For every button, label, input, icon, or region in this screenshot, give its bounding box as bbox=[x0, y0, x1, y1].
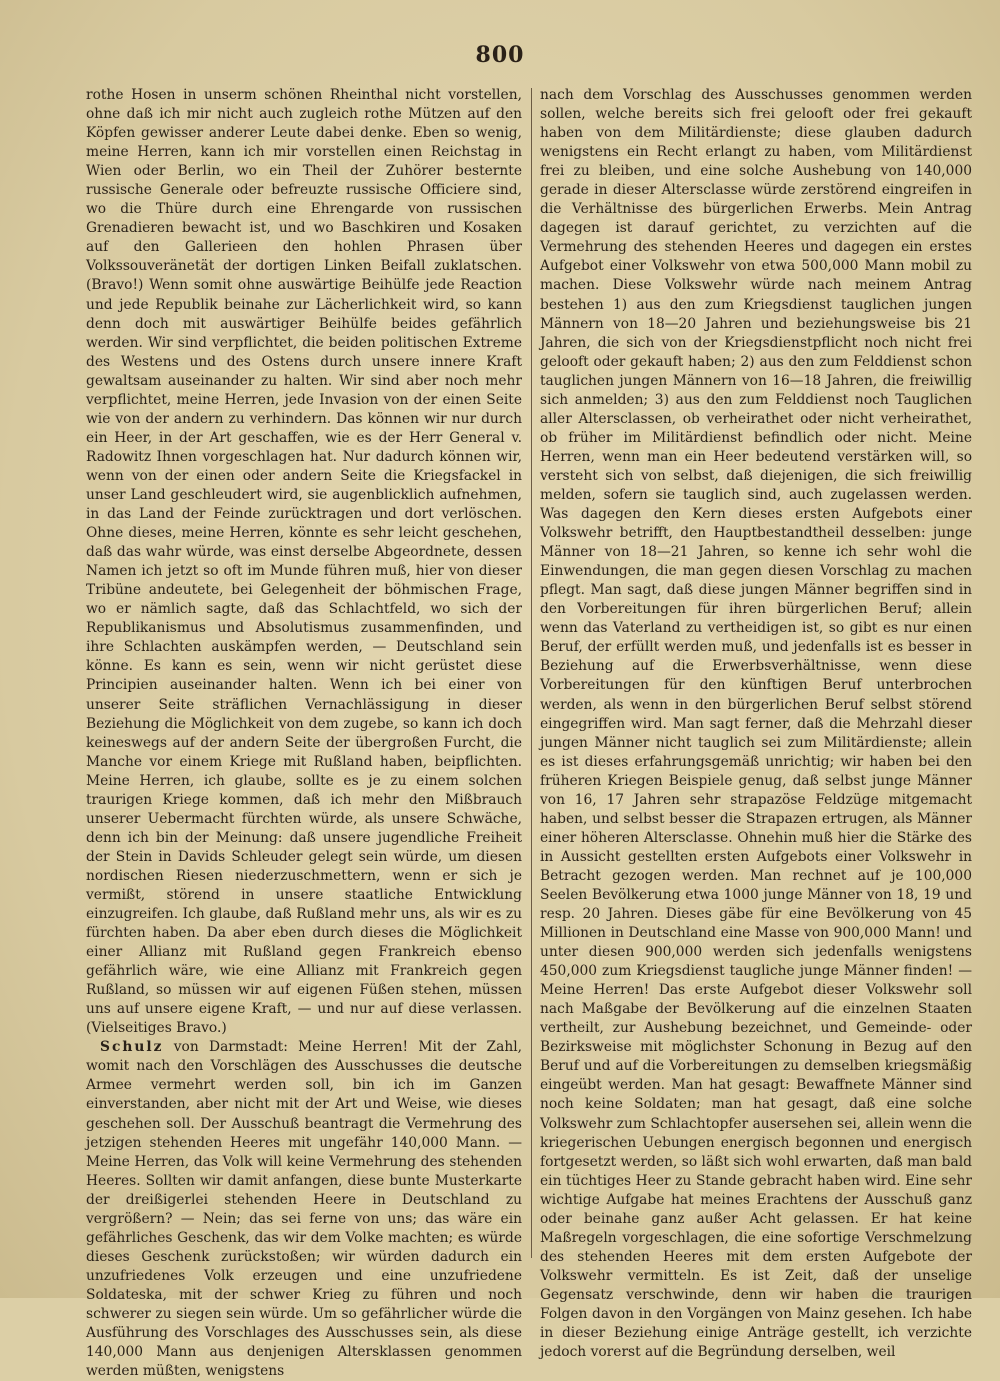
left-paragraph-1: rothe Hosen in unserm schönen Rheinthal nicht vorstellen, ohne daß ich mir nicht auch zugleich rothe Mützen auf den Köpfen gewisser anderer Leute dabei denke. Eben so wenig, meine Herren, kann ich mir vorstellen einen Reichstag in Wien oder Berlin, wo ein Theil der Zuhörer besternte russische Generale oder befreuzte russische Officiere sind, wo die Thüre durch eine Ehrengarde von russischen Grenadieren bewacht ist, und wo Baschkiren und Kosaken auf den Gallerieen den hohlen Phrasen über Volkssouveränetät der dortigen Linken Beifall zuklatschen. (Bravo!) Wenn somit ohne auswärtige Beihülfe jede Reaction und jede Republik beinahe zur Lächerlichkeit wird, so kann denn doch mit auswärtiger Beihülfe beides gefährlich werden. Wir sind verpflichtet, die beiden politischen Extreme des Westens und des Ostens durch unsere innere Kraft gewaltsam auseinander zu halten. Wir sind aber noch mehr verpflichtet, meine Herren, jede Invasion von der einen Seite wie von der andern zu verhindern. Das können wir nur durch ein Heer, in der Art geschaffen, wie es der Herr General v. Radowitz Ihnen vorgeschlagen hat. Nur dadurch können wir, wenn von der einen oder andern Seite die Kriegsfackel in unser Land geschleudert wird, sie augenblicklich aufnehmen, in das Land der Feinde zurücktragen und dort verlöschen. Ohne dieses, meine Herren, könnte es sehr leicht geschehen, daß das wahr würde, was einst derselbe Abgeordnete, dessen Namen ich jetzt so oft im Munde führen muß, hier von dieser Tribüne andeutete, bei Gelegenheit der böhmischen Frage, wo er nämlich sagte, daß das Schlachtfeld, wo sich der Republikanismus und Absolutismus zusammenfinden, und ihre Schlachten auskämpfen werden, — Deutschland sein könne. Es kann es sein, wenn wir nicht gerüstet diese Principien auseinander halten. Wenn ich bei einer von unserer Seite sträflichen Vernachlässigung in dieser Beziehung die Möglichkeit von dem zugebe, so kann ich doch keineswegs auf der andern Seite der übergroßen Furcht, die Manche vor einem Kriege mit Rußland haben, beipflichten. Meine Herren, ich glaube, sollte es je zu einem solchen traurigen Kriege kommen, daß ich mehr den Mißbrauch unserer Uebermacht fürchten würde, als unsere Schwäche, denn ich bin der Meinung: daß unsere jugendliche Freiheit der Stein in Davids Schleuder gelegt sein würde, um diesen nordischen Riesen niederzuschmettern, wenn er sich je vermißt, störend in unsere staatliche Entwicklung einzugreifen. Ich glaube, daß Rußland mehr uns, als wir es zu fürchten haben. Da aber eben durch dieses die Möglichkeit einer Allianz mit Rußland gegen Frankreich ebenso gefährlich wäre, wie eine Allianz mit Frankreich gegen Rußland, so müssen wir auf eigenen Füßen stehen, müssen uns auf unsere eigene Kraft, — und nur auf diese verlassen. (Vielseitiges Bravo.) bbox=[86, 87, 522, 1037]
right-paragraph: nach dem Vorschlag des Ausschusses genommen werden sollen, welche bereits sich frei gelooft oder frei gekauft haben von dem Militärdienste; diese glauben dadurch wenigstens ein Recht erlangt zu haben, vom Militärdienst frei zu bleiben, und eine solche Aushebung von 140,000 gerade in dieser Altersclasse würde zerstörend eingreifen in die Verhältnisse des bürgerlichen Erwerbs. Mein Antrag dagegen ist darauf gerichtet, zu verzichten auf die Vermehrung des stehenden Heeres und dagegen ein erstes Aufgebot einer Volkswehr von etwa 500,000 Mann mobil zu machen. Diese Volkswehr würde nach meinem Antrag bestehen 1) aus den zum Kriegsdienst tauglichen jungen Männern von 18—20 Jahren und beziehungsweise bis 21 Jahren, die sich von der Kriegsdienstpflicht noch nicht frei gelooft oder gekauft haben; 2) aus den zum Felddienst schon tauglichen jungen Männern von 16—18 Jahren, die freiwillig sich anmelden; 3) aus den zum Felddienst noch Tauglichen aller Altersclassen, ob verheirathet oder nicht verheirathet, ob früher im Militärdienst befindlich oder nicht. Meine Herren, wenn man ein Heer bedeutend verstärken will, so versteht sich von selbst, daß diejenigen, die sich freiwillig melden, sofern sie tauglich sind, auch zugelassen werden. Was dagegen den Kern dieses ersten Aufgebots einer Volkswehr betrifft, den Hauptbestandtheil desselben: junge Männer von 18—21 Jahren, so kenne ich sehr wohl die Einwendungen, die man gegen diesen Vorschlag zu machen pflegt. Man sagt, daß diese jungen Männer begriffen sind in den Vorbereitungen für ihren bürgerlichen Beruf; allein wenn das Vaterland zu vertheidigen ist, so gibt es nur einen Beruf, der erfüllt werden muß, und jedenfalls ist es besser in Beziehung auf die Erwerbsverhältnisse, wenn diese Vorbereitungen für den künftigen Beruf unterbrochen werden, als wenn in den bürgerlichen Beruf selbst störend eingegriffen wird. Man sagt ferner, daß die Mehrzahl dieser jungen Männer nicht tauglich sei zum Militärdienste; allein es ist dieses erfahrungsgemäß unrichtig; wir haben bei den früheren Kriegen Beispiele genug, daß selbst junge Männer von 16, 17 Jahren sehr strapazöse Feldzüge mitgemacht haben, und selbst besser die Strapazen ertrugen, als Männer einer höheren Altersclasse. Ohnehin muß hier die Stärke des in Aussicht gestellten ersten Aufgebots einer Volkswehr in Betracht gezogen werden. Man rechnet auf je 100,000 Seelen Bevölkerung etwa 1000 junge Männer von 18, 19 und resp. 20 Jahren. Dieses gäbe für eine Bevölkerung von 45 Millionen in Deutschland eine Masse von 900,000 Mann! und unter diesen 900,000 werden sich jedenfalls wenigstens 450,000 zum Kriegsdienst taugliche junge Männer finden! — Meine Herren! Das erste Aufgebot dieser Volkswehr soll nach Maßgabe der Bevölkerung auf die einzelnen Staaten vertheilt, zur Aushebung bezeichnet, und Gemeinde- oder Bezirksweise mit möglichster Schonung in Bezug auf den Beruf und auf die Vorbereitungen zu demselben kriegsmäßig eingeübt werden. Man hat gesagt: Bewaffnete Männer sind noch keine Soldaten; man hat gesagt, daß eine solche Volkswehr zum Schlachtopfer ausersehen sei, allein wenn die kriegerischen Uebungen energisch begonnen und energisch fortgesetzt werden, so läßt sich wohl erwarten, daß man bald ein tüchtiges Heer zu Stande gebracht haben wird. Eine sehr wichtige Aufgabe hat meines Erachtens der Ausschuß ganz oder beinahe ganz außer Acht gelassen. Er hat keine Maßregeln vorgeschlagen, die eine sofortige Verschmelzung des stehenden Heeres mit dem ersten Aufgebote der Volkswehr vermitteln. Es ist Zeit, daß der unselige Gegensatz verschwinde, denn wir haben die traurigen Folgen davon in den Vorgängen von Mainz gesehen. Ich habe in dieser Beziehung einige Anträge gestellt, ich verzichte jedoch vorerst auf die Begründung derselben, weil bbox=[540, 87, 972, 1361]
speaker-name: Schulz bbox=[100, 1039, 164, 1056]
column-divider bbox=[531, 88, 532, 1258]
speaker-remarks: von Darmstadt: Meine Herren! Mit der Zahl, womit nach den Vorschlägen des Ausschusses die deutsche Armee vermehrt werden soll, bin ich im Ganzen einverstanden, aber nicht mit der Art und Weise, wie dieses geschehen soll. Der Ausschuß beantragt die Vermehrung des jetzigen stehenden Heeres mit ungefähr 140,000 Mann. — Meine Herren, das Volk will keine Vermehrung des stehenden Heeres. Sollten wir damit anfangen, diese bunte Musterkarte der dreißigerlei stehenden Heere in Deutschland zu vergrößern? — Nein; das sei ferne von uns; das wäre ein gefährliches Geschenk, das wir dem Volke machten; es würde dieses Geschenk zurückstoßen; wir würden dadurch ein unzufriedenes Volk erzeugen und eine unzufriedene Soldateska, mit der schwer Krieg zu führen und noch schwerer zu siegen sein würde. Um so gefährlicher würde die Ausführung des Vorschlages des Ausschusses sein, als diese 140,000 Mann aus denjenigen Altersklassen genommen werden müßten, wenigstens bbox=[86, 1039, 522, 1380]
left-column bbox=[86, 86, 522, 1380]
right-column bbox=[540, 86, 972, 1361]
left-paragraph-2 bbox=[86, 1038, 522, 1381]
page-number: 800 bbox=[475, 42, 525, 68]
